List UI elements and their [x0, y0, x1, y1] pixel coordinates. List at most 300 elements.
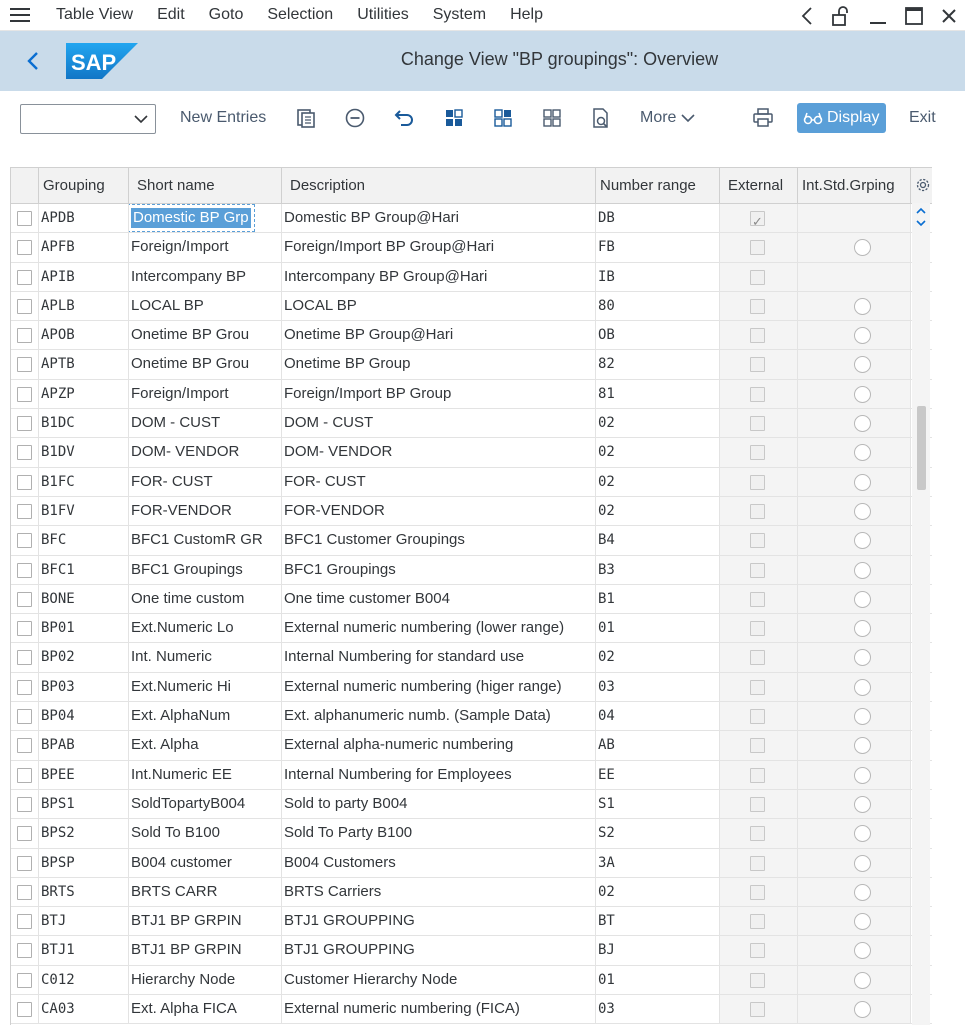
int-std-grping-radio[interactable]: [854, 913, 871, 930]
int-std-grping-radio[interactable]: [854, 386, 871, 403]
short-name-text: Domestic BP Grp: [133, 209, 249, 226]
table-header: [11, 168, 932, 204]
external-cell: [720, 878, 798, 906]
description-cell[interactable]: Onetime BP Group@Hari: [282, 321, 596, 349]
row-select-cell: [11, 321, 39, 349]
description-cell[interactable]: Onetime BP Group: [282, 350, 596, 378]
select-all-icon[interactable]: [443, 107, 465, 129]
chevron-down-icon: [681, 113, 695, 123]
description-cell[interactable]: LOCAL BP: [282, 292, 596, 320]
header-external[interactable]: External: [720, 168, 798, 204]
external-checkbox[interactable]: [750, 709, 765, 724]
number-range-cell[interactable]: BT: [596, 907, 720, 935]
external-cell: [720, 468, 798, 496]
int-std-grping-radio[interactable]: [854, 474, 871, 491]
short-name-text: BFC1 CustomR GR: [131, 531, 263, 549]
description-cell[interactable]: External numeric numbering (lower range): [282, 614, 596, 642]
menu-goto[interactable]: Goto: [208, 6, 244, 23]
row-select-checkbox[interactable]: [17, 504, 32, 519]
row-select-checkbox[interactable]: [17, 475, 32, 490]
scroll-down-icon[interactable]: [915, 217, 927, 229]
row-select-checkbox[interactable]: [17, 709, 32, 724]
table-row[interactable]: [11, 614, 932, 643]
row-select-checkbox[interactable]: [17, 270, 32, 285]
external-cell: [720, 497, 798, 525]
external-checkbox[interactable]: [750, 768, 765, 783]
short-name-text: BRTS CARR: [131, 882, 218, 900]
header-grouping[interactable]: Grouping: [39, 168, 129, 204]
int-std-grping-radio[interactable]: [854, 708, 871, 725]
menu-edit[interactable]: Edit: [157, 6, 185, 23]
number-range-cell[interactable]: 3A: [596, 849, 720, 877]
number-range-cell[interactable]: 80: [596, 292, 720, 320]
row-select-checkbox[interactable]: [17, 826, 32, 841]
row-select-cell: [11, 966, 39, 994]
int-std-grping-radio[interactable]: [854, 415, 871, 432]
description-cell[interactable]: External alpha-numeric numbering: [282, 731, 596, 759]
hamburger-icon[interactable]: [0, 0, 40, 31]
row-select-cell: [11, 233, 39, 261]
table-row[interactable]: [11, 907, 932, 936]
external-checkbox[interactable]: [750, 504, 765, 519]
description-cell[interactable]: One time customer B004: [282, 585, 596, 613]
short-name-cell[interactable]: [129, 350, 282, 378]
description-cell[interactable]: DOM- VENDOR: [282, 438, 596, 466]
scroll-thumb[interactable]: [917, 406, 926, 490]
grouping-cell: B1FC: [39, 468, 129, 496]
description-cell[interactable]: BFC1 Groupings: [282, 556, 596, 584]
external-checkbox[interactable]: [750, 826, 765, 841]
grouping-cell: APTB: [39, 350, 129, 378]
number-range-cell[interactable]: B1: [596, 585, 720, 613]
number-range-cell[interactable]: 02: [596, 643, 720, 671]
display-button[interactable]: [797, 103, 886, 133]
number-range-cell[interactable]: 03: [596, 673, 720, 701]
row-select-cell: [11, 878, 39, 906]
table-row[interactable]: [11, 966, 932, 995]
external-cell: [720, 556, 798, 584]
short-name-cell[interactable]: [129, 731, 282, 759]
external-checkbox[interactable]: [750, 1002, 765, 1017]
external-checkbox[interactable]: [750, 416, 765, 431]
description-cell[interactable]: Ext. alphanumeric numb. (Sample Data): [282, 702, 596, 730]
number-range-cell[interactable]: S1: [596, 790, 720, 818]
short-name-cell[interactable]: [129, 380, 282, 408]
external-checkbox[interactable]: [750, 797, 765, 812]
external-cell: [720, 731, 798, 759]
grouping-cell: APZP: [39, 380, 129, 408]
external-cell: [720, 673, 798, 701]
menu-system[interactable]: System: [432, 6, 487, 23]
short-name-cell[interactable]: [129, 321, 282, 349]
table-row[interactable]: [11, 761, 932, 790]
number-range-cell[interactable]: DB: [596, 204, 720, 232]
row-select-cell: [11, 643, 39, 671]
table-row[interactable]: [11, 292, 932, 321]
copy-as-icon[interactable]: [295, 107, 317, 129]
int-std-grping-radio[interactable]: [854, 855, 871, 872]
row-select-checkbox[interactable]: [17, 768, 32, 783]
external-checkbox[interactable]: [750, 680, 765, 695]
int-std-grping-radio[interactable]: [854, 679, 871, 696]
description-cell[interactable]: External numeric numbering (higer range): [282, 673, 596, 701]
description-cell[interactable]: BTJ1 GROUPPING: [282, 936, 596, 964]
short-name-cell[interactable]: [129, 849, 282, 877]
delete-icon[interactable]: [344, 107, 366, 129]
table-row[interactable]: [11, 321, 932, 350]
short-name-cell[interactable]: [129, 966, 282, 994]
table-row[interactable]: [11, 936, 932, 965]
short-name-text: Foreign/Import: [131, 238, 229, 256]
int-std-grping-radio[interactable]: [854, 796, 871, 813]
header-number-range[interactable]: Number range: [596, 168, 720, 204]
table-row[interactable]: [11, 819, 932, 848]
title-bar: [0, 31, 965, 91]
external-cell: [720, 438, 798, 466]
row-select-cell: [11, 995, 39, 1023]
menu-selection[interactable]: Selection: [267, 6, 334, 23]
row-select-checkbox[interactable]: [17, 387, 32, 402]
row-select-checkbox[interactable]: [17, 445, 32, 460]
row-select-checkbox[interactable]: [17, 592, 32, 607]
row-select-checkbox[interactable]: [17, 533, 32, 548]
int-std-grping-radio[interactable]: [854, 591, 871, 608]
number-range-cell[interactable]: AB: [596, 731, 720, 759]
short-name-cell[interactable]: [129, 936, 282, 964]
description-cell[interactable]: Domestic BP Group@Hari: [282, 204, 596, 232]
external-cell: [720, 995, 798, 1023]
external-checkbox[interactable]: [750, 592, 765, 607]
grouping-cell: B1DV: [39, 438, 129, 466]
description-cell[interactable]: BRTS Carriers: [282, 878, 596, 906]
table-row[interactable]: [11, 731, 932, 760]
short-name-cell[interactable]: [129, 761, 282, 789]
description-cell[interactable]: External numeric numbering (FICA): [282, 995, 596, 1023]
number-range-cell[interactable]: 02: [596, 438, 720, 466]
short-name-text: Intercompany BP: [131, 267, 247, 285]
int-std-grping-cell: [798, 350, 911, 378]
external-checkbox[interactable]: [750, 914, 765, 929]
description-cell[interactable]: Intercompany BP Group@Hari: [282, 263, 596, 291]
description-cell[interactable]: Sold to party B004: [282, 790, 596, 818]
header-description[interactable]: Description: [282, 168, 596, 204]
short-name-cell[interactable]: [129, 819, 282, 847]
grouping-cell: BPS1: [39, 790, 129, 818]
int-std-grping-cell: [798, 438, 911, 466]
description-cell[interactable]: Foreign/Import BP Group@Hari: [282, 233, 596, 261]
short-name-cell[interactable]: [129, 790, 282, 818]
row-select-checkbox[interactable]: [17, 1002, 32, 1017]
int-std-grping-cell: [798, 790, 911, 818]
row-select-checkbox[interactable]: [17, 738, 32, 753]
int-std-grping-radio[interactable]: [854, 825, 871, 842]
command-dropdown[interactable]: [20, 104, 156, 134]
number-range-cell[interactable]: 01: [596, 614, 720, 642]
external-checkbox[interactable]: [750, 299, 765, 314]
short-name-cell[interactable]: [129, 556, 282, 584]
external-checkbox[interactable]: [750, 533, 765, 548]
short-name-cell[interactable]: [129, 643, 282, 671]
row-select-checkbox[interactable]: [17, 797, 32, 812]
glasses-icon: [803, 110, 823, 126]
int-std-grping-radio[interactable]: [854, 1001, 871, 1018]
row-select-checkbox[interactable]: [17, 943, 32, 958]
table-row[interactable]: [11, 497, 932, 526]
external-checkbox[interactable]: [750, 621, 765, 636]
row-select-cell: [11, 614, 39, 642]
short-name-cell[interactable]: [129, 995, 282, 1023]
description-cell[interactable]: Internal Numbering for standard use: [282, 643, 596, 671]
number-range-cell[interactable]: 02: [596, 878, 720, 906]
description-cell[interactable]: B004 Customers: [282, 849, 596, 877]
table-row[interactable]: [11, 702, 932, 731]
external-checkbox[interactable]: [750, 240, 765, 255]
row-select-checkbox[interactable]: [17, 299, 32, 314]
table-row[interactable]: [11, 790, 932, 819]
int-std-grping-cell: [798, 643, 911, 671]
table-row[interactable]: [11, 468, 932, 497]
int-std-grping-cell: [798, 204, 911, 232]
row-select-checkbox[interactable]: [17, 621, 32, 636]
table-row[interactable]: [11, 263, 932, 292]
int-std-grping-cell: [798, 497, 911, 525]
table-row[interactable]: [11, 585, 932, 614]
short-name-cell[interactable]: [129, 204, 282, 232]
description-cell[interactable]: BTJ1 GROUPPING: [282, 907, 596, 935]
unlock-icon[interactable]: [831, 6, 851, 26]
int-std-grping-radio[interactable]: [854, 298, 871, 315]
number-range-cell[interactable]: B4: [596, 526, 720, 554]
grouping-cell: BPAB: [39, 731, 129, 759]
header-select-all[interactable]: [11, 168, 39, 204]
page-title: Change View "BP groupings": Overview: [400, 49, 719, 69]
number-range-cell[interactable]: 03: [596, 995, 720, 1023]
description-cell[interactable]: Customer Hierarchy Node: [282, 966, 596, 994]
external-checkbox[interactable]: [750, 885, 765, 900]
short-name-cell[interactable]: [129, 263, 282, 291]
external-cell: [720, 585, 798, 613]
print-icon[interactable]: [752, 107, 774, 129]
short-name-cell[interactable]: [129, 585, 282, 613]
table-row[interactable]: [11, 409, 932, 438]
external-cell: [720, 643, 798, 671]
menu-utilities[interactable]: Utilities: [357, 6, 409, 23]
chevron-left-icon[interactable]: [801, 7, 813, 25]
number-range-cell[interactable]: 81: [596, 380, 720, 408]
int-std-grping-radio[interactable]: [854, 972, 871, 989]
short-name-text: Hierarchy Node: [131, 970, 236, 988]
find-icon[interactable]: [590, 107, 612, 129]
int-std-grping-cell: [798, 292, 911, 320]
description-cell[interactable]: BFC1 Customer Groupings: [282, 526, 596, 554]
row-select-checkbox[interactable]: [17, 328, 32, 343]
row-select-checkbox[interactable]: [17, 563, 32, 578]
table-row[interactable]: [11, 849, 932, 878]
select-block-icon[interactable]: [492, 107, 514, 129]
description-cell[interactable]: Internal Numbering for Employees: [282, 761, 596, 789]
table-row[interactable]: [11, 673, 932, 702]
row-select-checkbox[interactable]: [17, 885, 32, 900]
row-select-checkbox[interactable]: [17, 914, 32, 929]
short-name-cell[interactable]: [129, 673, 282, 701]
external-checkbox[interactable]: [750, 738, 765, 753]
vertical-scrollbar[interactable]: [912, 203, 930, 1025]
new-entries-button[interactable]: New Entries: [180, 109, 267, 126]
display-button-label: Display: [827, 109, 880, 126]
row-select-cell: [11, 263, 39, 291]
row-select-cell: [11, 526, 39, 554]
menu-bar: [0, 0, 965, 31]
external-checkbox[interactable]: [750, 328, 765, 343]
int-std-grping-radio[interactable]: [854, 649, 871, 666]
short-name-cell[interactable]: [129, 614, 282, 642]
short-name-text: Ext.Numeric Lo: [131, 619, 234, 637]
int-std-grping-cell: [798, 966, 911, 994]
short-name-cell[interactable]: [129, 702, 282, 730]
external-checkbox[interactable]: [750, 475, 765, 490]
table-row[interactable]: [11, 233, 932, 262]
description-cell[interactable]: Sold To Party B100: [282, 819, 596, 847]
external-checkbox[interactable]: [750, 856, 765, 871]
external-checkbox[interactable]: [750, 270, 765, 285]
menu-table-view[interactable]: Table View: [56, 6, 134, 23]
settings-icon[interactable]: [915, 177, 931, 193]
int-std-grping-radio[interactable]: [854, 942, 871, 959]
table-row[interactable]: [11, 878, 932, 907]
number-range-cell[interactable]: 82: [596, 350, 720, 378]
description-cell[interactable]: DOM - CUST: [282, 409, 596, 437]
short-name-cell[interactable]: [129, 497, 282, 525]
external-checkbox[interactable]: [750, 650, 765, 665]
number-range-cell[interactable]: 02: [596, 497, 720, 525]
row-select-checkbox[interactable]: [17, 240, 32, 255]
table-row[interactable]: [11, 526, 932, 555]
int-std-grping-cell: [798, 849, 911, 877]
grouping-cell: APDB: [39, 204, 129, 232]
external-cell: [720, 350, 798, 378]
number-range-cell[interactable]: 04: [596, 702, 720, 730]
row-select-checkbox[interactable]: [17, 416, 32, 431]
exit-button[interactable]: Exit: [909, 109, 936, 126]
number-range-cell[interactable]: S2: [596, 819, 720, 847]
number-range-cell[interactable]: OB: [596, 321, 720, 349]
minimize-icon[interactable]: [869, 7, 887, 25]
header-short-name[interactable]: Short name: [129, 168, 282, 204]
chevron-down-icon: [133, 112, 149, 126]
number-range-cell[interactable]: IB: [596, 263, 720, 291]
row-select-cell: [11, 731, 39, 759]
row-select-checkbox[interactable]: [17, 973, 32, 988]
number-range-cell[interactable]: EE: [596, 761, 720, 789]
maximize-icon[interactable]: [905, 7, 923, 25]
int-std-grping-radio[interactable]: [854, 532, 871, 549]
row-select-checkbox[interactable]: [17, 680, 32, 695]
undo-icon[interactable]: [393, 107, 415, 129]
row-select-checkbox[interactable]: [17, 856, 32, 871]
int-std-grping-radio[interactable]: [854, 737, 871, 754]
short-name-text: Foreign/Import: [131, 384, 229, 402]
int-std-grping-radio[interactable]: [854, 444, 871, 461]
row-select-checkbox[interactable]: [17, 650, 32, 665]
table-row[interactable]: [11, 438, 932, 467]
int-std-grping-radio[interactable]: [854, 503, 871, 520]
short-name-cell[interactable]: [129, 907, 282, 935]
grouping-cell: BPS2: [39, 819, 129, 847]
table-row[interactable]: [11, 204, 932, 233]
table-row[interactable]: [11, 643, 932, 672]
number-range-cell[interactable]: 02: [596, 468, 720, 496]
external-checkbox[interactable]: [750, 973, 765, 988]
short-name-cell[interactable]: [129, 878, 282, 906]
external-checkbox[interactable]: [750, 357, 765, 372]
external-checkbox[interactable]: [750, 445, 765, 460]
external-checkbox[interactable]: [750, 563, 765, 578]
short-name-cell[interactable]: [129, 468, 282, 496]
scroll-up-icon[interactable]: [915, 205, 927, 217]
short-name-cell[interactable]: [129, 526, 282, 554]
close-icon[interactable]: [941, 8, 957, 24]
number-range-cell[interactable]: 01: [596, 966, 720, 994]
short-name-text: Ext.Numeric Hi: [131, 677, 232, 695]
grouping-cell: BTJ1: [39, 936, 129, 964]
number-range-cell[interactable]: BJ: [596, 936, 720, 964]
short-name-cell[interactable]: [129, 409, 282, 437]
int-std-grping-radio[interactable]: [854, 884, 871, 901]
external-cell: [720, 819, 798, 847]
menu-help[interactable]: Help: [510, 6, 543, 23]
int-std-grping-radio[interactable]: [854, 327, 871, 344]
header-int-std-grping[interactable]: Int.Std.Grping: [798, 168, 911, 204]
short-name-cell[interactable]: [129, 233, 282, 261]
number-range-cell[interactable]: 02: [596, 409, 720, 437]
description-cell[interactable]: FOR- CUST: [282, 468, 596, 496]
description-cell[interactable]: Foreign/Import BP Group: [282, 380, 596, 408]
short-name-cell[interactable]: [129, 292, 282, 320]
int-std-grping-radio[interactable]: [854, 767, 871, 784]
row-select-checkbox[interactable]: [17, 211, 32, 226]
short-name-cell[interactable]: [129, 438, 282, 466]
int-std-grping-cell: [798, 263, 911, 291]
external-cell: [720, 936, 798, 964]
short-name-text: BTJ1 BP GRPIN: [131, 912, 242, 930]
table-row[interactable]: [11, 350, 932, 379]
external-checkbox[interactable]: [750, 387, 765, 402]
row-select-cell: [11, 204, 39, 232]
external-cell: [720, 849, 798, 877]
external-checkbox[interactable]: [750, 211, 765, 226]
grouping-cell: BP02: [39, 643, 129, 671]
description-cell[interactable]: FOR-VENDOR: [282, 497, 596, 525]
external-cell: [720, 702, 798, 730]
table-row[interactable]: [11, 995, 932, 1024]
more-button[interactable]: [640, 109, 695, 127]
number-range-cell[interactable]: FB: [596, 233, 720, 261]
int-std-grping-radio[interactable]: [854, 239, 871, 256]
table-row[interactable]: [11, 380, 932, 409]
deselect-all-icon[interactable]: [541, 107, 563, 129]
int-std-grping-radio[interactable]: [854, 562, 871, 579]
short-name-text: BFC1 Groupings: [131, 560, 243, 578]
int-std-grping-cell: [798, 526, 911, 554]
short-name-text: Int.Numeric EE: [131, 765, 232, 783]
external-checkbox[interactable]: [750, 943, 765, 958]
number-range-cell[interactable]: B3: [596, 556, 720, 584]
row-select-checkbox[interactable]: [17, 357, 32, 372]
int-std-grping-radio[interactable]: [854, 356, 871, 373]
int-std-grping-radio[interactable]: [854, 620, 871, 637]
table-row[interactable]: [11, 556, 932, 585]
row-select-cell: [11, 907, 39, 935]
